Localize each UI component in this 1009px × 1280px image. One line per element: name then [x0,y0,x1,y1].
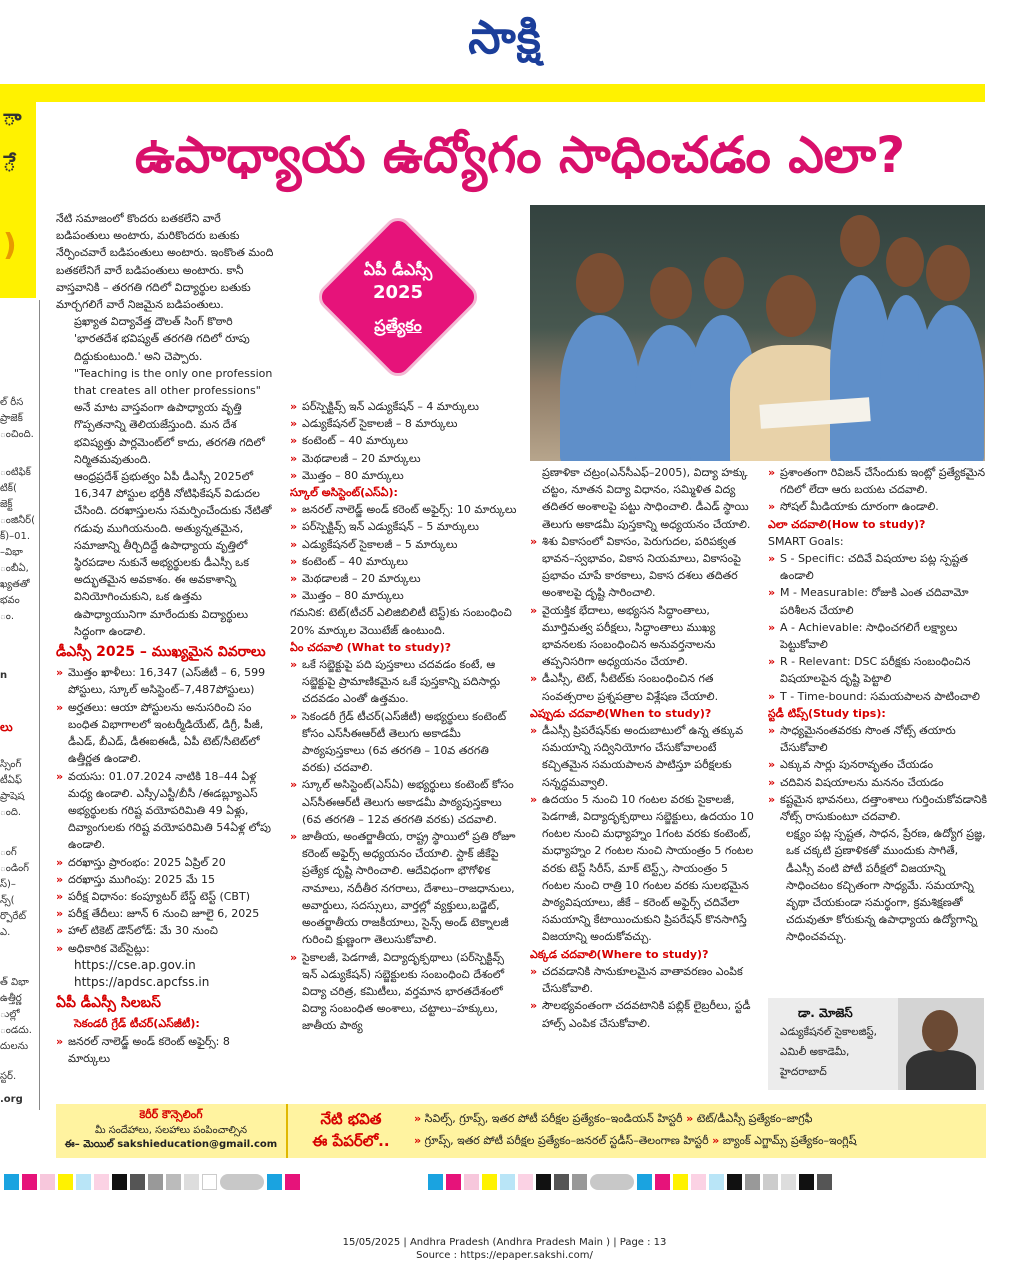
clipped-fragment: ర్పొరేట్ [0,911,27,922]
website-link[interactable]: https://cse.ap.gov.in [74,957,196,972]
photo-teacher-head [766,275,816,337]
how-to-study-heading: ఎలా చదవాలి(How to study)? [768,517,926,531]
photo-student-head [576,253,624,313]
details-item: » దరఖాస్తు ముగింపు: 2025 మే 15 [56,871,274,888]
details-item: » పరీక్ష తేదీలు: జూన్ 6 నుంచి జూలై 6, 2025 [56,905,274,922]
clipped-fragment: ంటిఫిక్ [0,467,31,478]
left-strip-glyph: ే [3,152,16,177]
tomorrow-link: టెట్/డీఎస్సీ ప్రత్యేకం–జాగ్రఫీ [696,1112,813,1125]
intro-paragraph: "Teaching is the only one profession that creates all other professions" అనే మాట వాస్తవంగా ఉపాధ్యాయ వృత్తి గొప్పతనాన్ని తెలియజేస్తుంది. మన దేశ భవిష్యత్తు పార్లమెంట్‌లో కాదు, తరగతి గదిలో నిర్మితమవుతుంది. [74,366,273,466]
color-swatches-right [428,1174,835,1190]
syllabus-item: » ఎడ్యుకేషనల్ సైకాలజీ – 8 మార్కులు [290,415,518,432]
clipped-fragment: స్సింగ్ [0,759,22,770]
article-column-1 [56,210,274,1067]
clipped-fragment: ప్రాషెష [0,791,25,802]
details-item: » అధికారిక వెబ్‌సైట్లు: [56,940,274,957]
sa-item: » మొత్తం – 80 మార్కులు [290,587,518,604]
details-item: » అర్హతలు: ఆయా పోస్టులను అనుసరించి సం బంధిత విభాగాలలో ఇంటర్మీడియేట్, డిగ్రీ, పీజీ, డీఎడ్, బీఎడ్, డీఈఐఈడీ, ఏపీ టెట్/సీటెట్‌లో ఉత్తీర్ణత ఉండాలి. [56,699,274,768]
photo-student [918,305,984,461]
tomorrow-link: గ్రూప్స్, ఇతర పోటీ పరీక్షల ప్రత్యేకం–జనరల్ స్టడీస్–తెలంగాణ హిస్టరీ [424,1134,709,1147]
tet-note: గమనిక: టెట్(టీచర్ ఎలిజిబిలిటీ టెస్ట్)కు సంబంధించి 20% మార్కుల వెయిటేజ్ ఉంటుంది. [290,606,512,637]
clipped-fragment: ండింగ్ [0,863,29,874]
clipped-fragment: స్)– [0,879,16,890]
classroom-photo [530,205,985,461]
tip-item: » సాధ్యమైనంతవరకు సొంత నోట్స్ తయారు చేసుకోవాలి [768,722,988,756]
details-item: » దరఖాస్తు ప్రారంభం: 2025 ఏప్రిల్ 20 [56,854,274,871]
left-yellow-strip [0,102,36,298]
smart-goals-title: SMART Goals: [768,534,844,548]
sa-item: » కంటెంట్ – 40 మార్కులు [290,553,518,570]
color-swatches-left [4,1174,303,1190]
clipped-fragment: ప్రాజెక్ [0,413,23,424]
where-item: » చదవడానికి సానుకూలమైన వాతావరణం ఎంపిక చేసుకోవాలి. [530,963,758,997]
website-link[interactable]: https://apdsc.apcfss.in [74,974,210,989]
clipped-fragment: ండదు. [0,1025,32,1036]
sa-subheading: స్కూల్ అసిస్టెంట్(ఎస్ఏ): [290,486,398,500]
sa-item: » ఎడ్యుకేషనల్ సైకాలజీ – 5 మార్కులు [290,536,518,553]
badge-line1: ఏపీ డీఎస్సీ [363,260,433,279]
author-role: ఎడ్యుకేషనల్ సైకాలజిస్ట్, [780,1026,877,1038]
tomorrow-links [414,1108,986,1152]
photo-student-head [926,245,970,301]
clipped-fragment: ఖ్యతతో [0,579,30,590]
details-item: » పరీక్ష విధానం: కంప్యూటర్ బేస్డ్ టెస్ట్ (CBT) [56,888,274,905]
author-org: ఎమిలీ అకాడెమీ, [780,1046,850,1058]
clipped-fragment: ంది. [0,807,22,818]
photo-student-head [886,237,924,287]
clipped-fragment: ంజినీర్( [0,515,36,526]
author-city: హైదరాబాద్ [780,1066,827,1078]
counselling-line: మీ సందేహాలు, సలహాలు పంపించాల్సిన [94,1125,248,1136]
clipped-fragment: స్టర్. [0,1071,17,1082]
clipped-fragment: భవం [0,595,20,606]
what-item: » సెకండరీ గ్రేడ్ టీచర్(ఎస్‌జీటీ) అభ్యర్థులు కంటెంట్ కోసం ఎస్‌సీఈఆర్‌టీ తెలుగు అకాడమీ పాఠ్యపుస్తకాలు (6వ తరగతి – 10వ తరగతి వరకు) చదవాలి. [290,708,518,777]
tip-item: » కష్టమైన భావనలు, దత్తాంశాలు గుర్తించుకోవడానికి నోట్స్ రాసుకుంటూ చదవాలి. [768,791,988,825]
page-source: Source : https://epaper.sakshi.com/ [416,1250,593,1261]
when-item: » ఉదయం 5 నుంచి 10 గంటల వరకు సైకాలజీ, పెడగాజీ, విద్యాదృక్పథాలు సబ్జెక్టులు, ఉదయం 10 గంటల నుంచి మధ్యాహ్నం 1గంట వరకు కంటెంట్, మధ్యాహ్నం 2 గంటల నుంచి సాయంత్రం 5 గంటల వరకు టెస్ట్ సిరీస్, మాక్ టెస్ట్స్, సాయంత్రం 5 గంటల నుంచి రాత్రి 10 గంటల వరకు సులభమైన పాఠ్యవిషయాలు, జీకే – కరెంట్ అఫైర్స్ చదివేలా సమయాన్ని కేటాయించుకుని ప్రిపరేషన్ కొనసాగిస్తే విజయాన్ని అందుకోవచ్చు. [530,791,758,946]
study-tips-heading: స్టడీ టిప్స్(Study tips): [768,706,886,720]
what-item: » జాతీయ, అంతర్జాతీయ, రాష్ట్ర స్థాయిలో ప్రతి రోజూ కరెంట్ అఫైర్స్ అధ్యయనం చేయాలి. స్టాక్ జీకేపై ప్రత్యేక దృష్టి సారించాలి. ఆదేవిధంగా భౌగోళిక నామాలు, నదీతీర నగరాలు, దేశాలు–రాజధానులు, అవార్డులు, సదస్సులు, వార్తల్లో వ్యక్తులు,బడ్జెట్, అంతర్జాతీయ రాజకీయాలు, సైన్స్ అండ్ టెక్నాలజీ గురించి క్షుణ్ణంగా తెలుసుకోవాలి. [290,828,518,948]
syllabus-subheading: సెకండరీ గ్రేడ్ టీచర్(ఎస్‌జీటీ): [74,1017,200,1031]
where-to-study-heading: ఎక్కడ చదవాలి(Where to study)? [530,947,709,961]
author-photo-head [922,1010,958,1052]
article-headline: ఉపాధ్యాయ ఉద్యోగం సాధించడం ఎలా? [134,126,906,184]
tomorrow-link-row: » సివిల్స్, గ్రూప్స్, ఇతర పోటీ పరీక్షల ప్రత్యేకం–ఇండియన్ హిస్టరీ » టెట్/డీఎస్సీ ప్రత్యేకం–జాగ్రఫీ [414,1112,813,1125]
what-item: » సైకాలజీ, పెడగాజీ, విద్యాదృక్పథాలు (పర్‌స్పెక్టివ్స్ ఇన్ ఎడ్యుకేషన్) సబ్జెక్టులకు సంబంధించి దేశంలో విద్యా చరిత్ర, కమిటీలు, వర్తమాన భారతదేశంలో విద్యా సంబంధిత అంశాలు, చట్టాలు–హక్కులు, జాతీయ పాఠ్య [290,949,518,1035]
photo-student-head [704,257,744,309]
syllabus-item: » కంటెంట్ – 40 మార్కులు [290,432,518,449]
intro-paragraph: ప్రఖ్యాత విద్యావేత్త దౌలత్ సింగ్ కొఠారి 'భారతదేశ భవిష్యత్ తరగతి గదిలో రూపు దిద్దుకుంటుంది.' అని చెప్పారు. [74,315,250,363]
tomorrow-line1: నేటి భవిత [320,1110,382,1128]
what-item: » డీఎస్సీ, టెట్, సీటెట్‌కు సంబంధించిన గత సంవత్సరాల ప్రశ్నపత్రాల విశ్లేషణ చేయాలి. [530,670,758,704]
smart-item: » S - Specific: చదివే విషయాల పట్ల స్పష్టత ఉండాలి [768,550,988,584]
smart-item: » M - Measurable: రోజుకి ఎంత చదివామో పరిశీలన చేయాలి [768,584,988,618]
smart-item: » A - Achievable: సాధించగలిగే లక్ష్యాలు పెట్టుకోవాలి [768,619,988,653]
details-heading: డీఎస్సీ 2025 – ముఖ్యమైన వివరాలు [56,644,266,661]
author-photo-body [906,1050,976,1090]
page-footer [0,1236,1009,1262]
sa-item: » మెథడాలజీ – 20 మార్కులు [290,570,518,587]
article-column-2 [290,398,518,1035]
what-item-cont: ప్రణాళికా చట్రం(ఎన్‌సీఎఫ్–2005), విద్యా హక్కు చట్టం, నూతన విద్యా విధానం, సమ్మిళిత విద్య తదితర అంశాలపై పట్టు సాధించాలి. డీఎడ్ స్థాయి తెలుగు అకాడమీ పుస్తకాన్ని అధ్యయనం చేయాలి. [542,466,751,531]
photo-student-head [650,267,692,319]
clipped-fragment: ుల్లో [0,1009,20,1020]
clipped-fragment: .org [0,1094,23,1105]
photo-student [560,315,640,461]
badge-line2: 2025 [372,282,424,303]
smart-item: » R - Relevant: DSC పరీక్షకు సంబంధించిన విషయాలపైన దృష్టి పెట్టాలి [768,653,988,687]
badge-line3: ప్రత్యేకం [374,316,422,335]
clipped-fragment: ల్ రీస [0,397,24,408]
clipped-fragment: ంగ్ [0,847,17,858]
clipped-fragment: దులను [0,1041,29,1052]
when-to-study-heading: ఎప్పుడు చదవాలి(When to study)? [530,706,712,720]
clipped-fragment: టిక్( [0,483,17,494]
details-item: » వయసు: 01.07.2024 నాటికి 18–44 ఏళ్ల మధ్య ఉండాలి. ఎస్సీ/ఎస్టీ/బీసీ /ఈడబ్ల్యూఎస్ అభ్యర్థులకు గరిష్ట వయోపరిమితి 49 ఏళ్లు, దివ్యాంగులకు గరిష్ట వయోపరిమితి 54ఏళ్ల లోపు ఉండాలి. [56,768,274,854]
article-column-3 [530,464,758,1032]
intro-paragraph: నేటి సమాజంలో కొందరు బతకలేని వారే బడిపంతులు అంటారు, మరికొందరు బతుకు నేర్పించవారే బడిపంతులు అంటారు. ఇంకొంత మంది బతకలేనిగే వారే బడిపంతులు అంటారు. కానీ వాస్తవానికి – తరగతి గదిలో విద్యార్థుల బతుకు మార్చగలిగే వారే నిజమైన బడిపంతులు. [56,212,274,312]
where-item: » ప్రశాంతంగా రివిజన్ చేసేందుకు ఇంట్లో ప్రత్యేకమైన గదిలో లేదా ఆరు బయట చదవాలి. [768,464,988,498]
footer-band [56,1104,986,1158]
author-name: డా. మోజెస్ [798,1006,853,1020]
what-to-study-heading: ఏం చదవాలి (What to study)? [290,640,452,654]
smart-item: » T - Time-bound: సమయపాలన పాటించాలి [768,688,988,705]
syllabus-heading: ఏపీ డీఎస్సీ సిలబస్ [56,995,161,1012]
counselling-email[interactable]: ఈ– మెయిల్ sakshieducation@gmail.com [64,1139,278,1150]
what-item: » ఒకే సబ్జెక్టుపై పది పుస్తకాలు చదవడం కంటే, ఆ సబ్జెక్టుపై ప్రామాణికమైన ఒకే పుస్తకాన్ని పదిసార్లు చదవడం ఎంతో ఉత్తమం. [290,656,518,708]
details-item: » హాల్ టికెట్ డౌన్‌లోడ్: మే 30 నుంచి [56,922,274,939]
adjacent-article-clipped [0,300,40,1110]
clipped-fragment: ఎ. [0,927,11,938]
what-item: » వైయక్తిక భేదాలు, అభ్యసన సిద్ధాంతాలు, మూర్తిమత్వ పరీక్షలు, సిద్ధాంతాలు ముఖ్య భావనలకు సంబంధించిన అనువర్తనాలను తప్పనిసరిగా అధ్యయనం చేయాలి. [530,602,758,671]
page-info: 15/05/2025 | Andhra Pradesh (Andhra Pradesh Main ) | Page : 13 [342,1237,667,1248]
counselling-title: కెరీర్ కౌన్సెలింగ్ [139,1108,203,1121]
clipped-fragment: ంబీఏ, [0,563,29,574]
clipped-fragment: టీఏఫ్ [0,775,22,786]
author-photo [898,998,984,1090]
tomorrow-link: సివిల్స్, గ్రూప్స్, ఇతర పోటీ పరీక్షల ప్రత్యేకం–ఇండియన్ హిస్టరీ [424,1112,683,1125]
what-item: » శిశు వికాసంలో వికాసం, పెరుగుదల, పరిపక్వత భావన–స్వభావం, వికాస నియమాలు, వికాసంపై ప్రభావం చూపే కారకాలు, వికాస దశలు తదితర అంశాలపై దృష్టి సారించాలి. [530,533,758,602]
sakshi-logo: సాక్షి [468,10,542,64]
when-item: » డీఎస్సీ ప్రిపరేషన్‌కు అందుబాటులో ఉన్న తక్కువ సమయాన్ని సద్వినియోగం చేసుకోవాలంటే కచ్చితమైన సమయపాలన పాటిస్తూ పరీక్షలకు సన్నద్ధమవ్వాలి. [530,722,758,791]
author-box [768,998,984,1090]
syllabus-item: » మొత్తం – 80 మార్కులు [290,467,518,484]
tip-item: » చదివిన విషయాలను మననం చేయడం [768,774,988,791]
left-strip-glyph: ) [3,228,17,263]
tomorrow-label [292,1108,410,1152]
photo-student-head [840,215,880,267]
what-item: » స్కూల్ అసిస్టెంట్(ఎస్ఏ) అభ్యర్థులు కంటెంట్ కోసం ఎస్‌సీఈఆర్‌టీ తెలుగు అకాడమీ పాఠ్యపుస్తకాలు (6వ తరగతి – 12వ తరగతి వరకు) చదవాలి. [290,776,518,828]
where-item: » సోషల్ మీడియాకు దూరంగా ఉండాలి. [768,498,988,515]
career-counselling-box [56,1104,288,1158]
tomorrow-link: బ్యాంక్ ఎగ్జామ్స్ ప్రత్యేకం–ఇంగ్లిష్ [722,1134,857,1147]
syllabus-item: » జనరల్ నాలెడ్జ్ అండ్ కరెంట్ అఫైర్స్: 8 మార్కులు [56,1033,274,1067]
sa-item: » జనరల్ నాలెడ్జ్ అండ్ కరెంట్ అఫైర్స్: 10 మార్కులు [290,501,518,518]
clipped-fragment: ఉత్తీర్ణ [0,993,22,1004]
syllabus-item: » పర్‌స్పెక్టివ్స్ ఇన్ ఎడ్యుకేషన్ – 4 మార్కులు [290,398,518,415]
clipped-fragment: ం. [0,611,15,622]
where-item: » సౌలభ్యవంతంగా చదవటానికి పబ్లిక్ లైబ్రరీలు, స్టడీ హాల్స్ ఎంపిక చేసుకోవాలి. [530,997,758,1031]
clipped-fragment: ంచింది. [0,429,34,440]
tip-item: » ఎక్కువ సార్లు పునరావృతం చేయడం [768,756,988,773]
left-strip-glyph: ా [3,106,22,131]
intro-paragraph: ఆంధ్రప్రదేశ్ ప్రభుత్వం ఏపీ డీఎస్సీ 2025లో 16,347 పోస్టుల భర్తీకి నోటిఫికేషన్ విడుదల చేసింది. దరఖాస్తులను సమర్పించేందుకు నేటితో గడువు ముగియనుంది. అత్యున్నతమైన, సమాజాన్ని తీర్చిదిద్దే ఉపాధ్యాయ వృత్తిలో స్థిరపడాల నుకునే అభ్యర్థులకు డీఎస్సీ ఒక అద్భుతమైన అవకాశం. ఈ అవకాశాన్ని వినియోగించుకుని, ఒక ఉత్తమ ఉపాధ్యాయునిగా మారేందుకు విద్యార్థులు సిద్ధంగా ఉండాలి. [74,470,272,638]
clipped-fragment: క్)–01. [0,531,31,542]
clipped-fragment: త్ విభా [0,977,29,988]
clipped-fragment: లు [0,720,13,734]
masthead [0,0,1009,84]
header-yellow-rule [0,84,985,102]
clipped-fragment: –విభా [0,547,23,558]
clipped-fragment: జెక్ట్ [0,499,13,510]
clipped-fragment: న్స్( [0,895,15,906]
details-item: » మొత్తం ఖాళీలు: 16,347 (ఎస్‌జీటీ – 6, 599 పోస్టులు, స్కూల్ అసిస్టెంట్–7,487పోస్టులు) [56,664,274,698]
article-column-4 [768,464,988,946]
clipped-fragment: n [0,670,8,681]
tomorrow-link-row: » గ్రూప్స్, ఇతర పోటీ పరీక్షల ప్రత్యేకం–జనరల్ స్టడీస్–తెలంగాణ హిస్టరీ » బ్యాంక్ ఎగ్జామ్స్ ప్రత్యేకం–ఇంగ్లిష్ [414,1134,857,1147]
sa-item: » పర్‌స్పెక్టివ్స్ ఇన్ ఎడ్యుకేషన్ – 5 మార్కులు [290,518,518,535]
syllabus-item: » మెథడాలజీ – 20 మార్కులు [290,450,518,467]
closing-paragraph: లక్ష్యం పట్ల స్పష్టత, సాధన, ప్రేరణ, ఉద్యోగ ప్రజ్ఞ, ఒక చక్కటి ప్రణాళికతో ముందుకు సాగితే, డీఎస్సీ వంటి పోటీ పరీక్షలో విజయాన్ని సాధించటం కచ్చితంగా సాధ్యమే. సమయాన్ని వృథా చేయకుండా సమర్థంగా, క్రమశిక్షణతో చదువుతూ కోరుకున్న ఉపాధ్యాయ ఉద్యోగాన్ని సాధించవచ్చు. [786,827,986,944]
ap-dsc-2025-badge [318,232,478,362]
tomorrow-line2: ఈ పేపర్‌లో.. [312,1132,390,1150]
